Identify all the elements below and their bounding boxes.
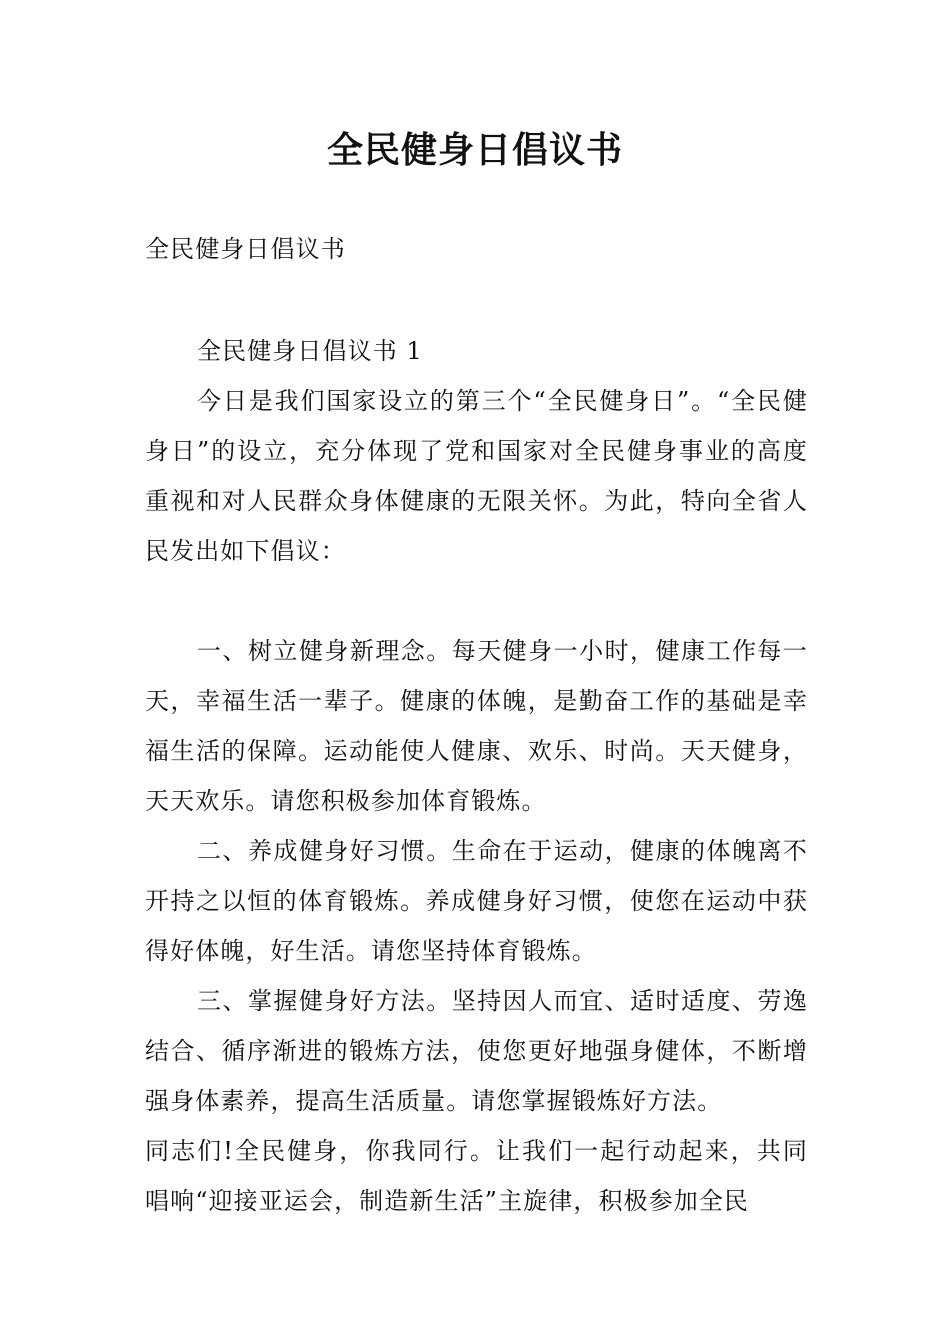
document-title: 全民健身日倡议书	[326, 130, 623, 171]
paragraph-point-3: 三、掌握健身好方法。坚持因人而宜、适时适度、劳逸结合、循序渐进的锻炼方法，使您更好地强身健体，不断增强身体素养，提高生活质量。请您掌握锻炼好方法。	[145, 987, 808, 1115]
section-heading: 全民健身日倡议书 1	[197, 337, 423, 365]
paragraph-closing: 同志们!全民健身，你我同行。让我们一起行动起来，共同唱响“迎接亚运会，制造新生活”主旋律，积极参加全民	[145, 1137, 808, 1215]
paragraph-point-2: 二、养成健身好习惯。生命在于运动，健康的体魄离不开持之以恒的体育锻炼。养成健身好习惯，使您在运动中获得好体魄，好生活。请您坚持体育锻炼。	[145, 837, 808, 965]
paragraph-intro: 今日是我们国家设立的第三个“全民健身日”。“全民健身日”的设立，充分体现了党和国家对全民健身事业的高度重视和对人民群众身体健康的无限关怀。为此，特向全省人民发出如下倡议：	[145, 387, 808, 565]
document-subtitle: 全民健身日倡议书	[145, 235, 346, 263]
paragraph-point-1: 一、树立健身新理念。每天健身一小时，健康工作每一天，幸福生活一辈子。健康的体魄，是勤奋工作的基础是幸福生活的保障。运动能使人健康、欢乐、时尚。天天健身，天天欢乐。请您积极参加体育锻炼。	[145, 637, 808, 815]
document-body	[145, 224, 808, 1226]
